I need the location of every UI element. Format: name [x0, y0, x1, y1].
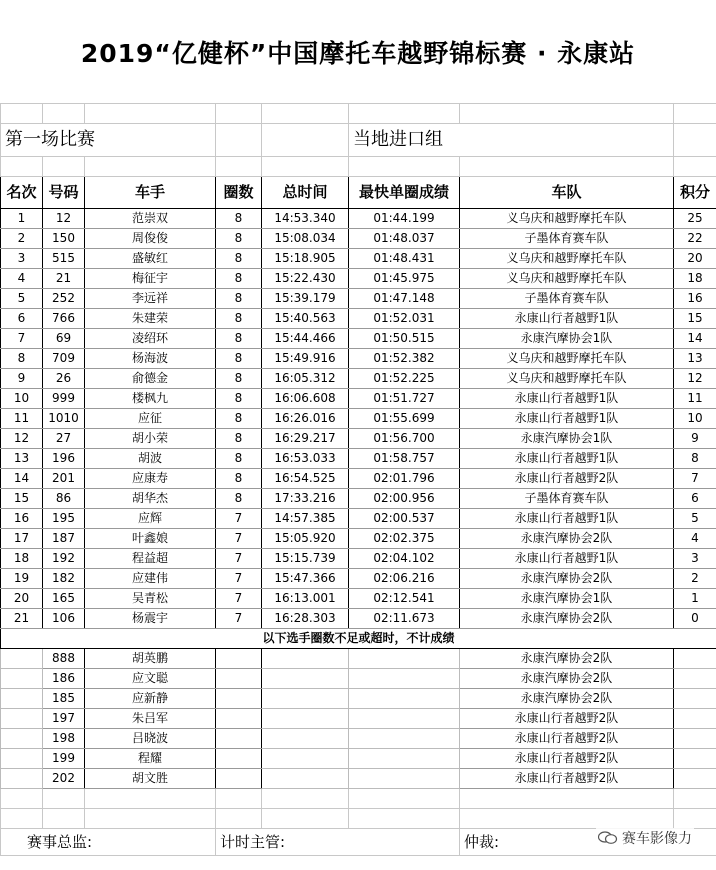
table-row	[1, 569, 716, 589]
rider-cell: 应康寿	[85, 469, 216, 489]
laps-cell	[216, 689, 262, 709]
table-row	[1, 349, 716, 369]
laps-cell: 8	[216, 349, 262, 369]
laps-cell: 8	[216, 409, 262, 429]
rider-cell: 胡小荣	[85, 429, 216, 449]
rider-cell: 程耀	[85, 749, 216, 769]
team-cell: 永康汽摩协会2队	[460, 609, 674, 629]
number-cell: 27	[43, 429, 85, 449]
rank-cell: 10	[1, 389, 43, 409]
number-cell: 192	[43, 549, 85, 569]
best-lap-cell: 02:04.102	[349, 549, 460, 569]
best-lap-cell: 01:50.515	[349, 329, 460, 349]
empty-cell	[460, 789, 674, 809]
header-points: 积分	[674, 177, 716, 209]
number-cell: 195	[43, 509, 85, 529]
rank-cell: 11	[1, 409, 43, 429]
rank-cell: 1	[1, 209, 43, 229]
best-lap-cell: 01:56.700	[349, 429, 460, 449]
rider-cell: 应文聪	[85, 669, 216, 689]
director-signature: 赛事总监:	[1, 829, 216, 856]
rank-cell: 6	[1, 309, 43, 329]
table-row	[1, 449, 716, 469]
number-cell: 106	[43, 609, 85, 629]
total-time-cell	[262, 729, 349, 749]
rank-cell: 9	[1, 369, 43, 389]
team-cell: 永康山行者越野1队	[460, 389, 674, 409]
section-header-row	[1, 124, 716, 157]
empty-cell	[85, 809, 216, 829]
table-row	[1, 309, 716, 329]
laps-cell: 8	[216, 229, 262, 249]
points-cell: 7	[674, 469, 716, 489]
referee-signature: 仲裁:	[460, 829, 716, 856]
points-cell: 15	[674, 309, 716, 329]
table-row	[1, 429, 716, 449]
team-cell: 子墨体育赛车队	[460, 489, 674, 509]
total-time-cell: 14:57.385	[262, 509, 349, 529]
number-cell: 202	[43, 769, 85, 789]
rider-cell: 叶鑫娘	[85, 529, 216, 549]
rank-cell: 19	[1, 569, 43, 589]
points-cell	[674, 669, 716, 689]
best-lap-cell: 01:55.699	[349, 409, 460, 429]
rank-cell: 20	[1, 589, 43, 609]
team-cell: 永康山行者越野1队	[460, 509, 674, 529]
empty-cell	[674, 809, 716, 829]
rider-cell: 应征	[85, 409, 216, 429]
number-cell: 185	[43, 689, 85, 709]
best-lap-cell: 02:11.673	[349, 609, 460, 629]
rank-cell: 7	[1, 329, 43, 349]
header-rider: 车手	[85, 177, 216, 209]
points-cell	[674, 709, 716, 729]
rank-cell: 3	[1, 249, 43, 269]
empty-cell	[262, 789, 349, 809]
number-cell: 201	[43, 469, 85, 489]
best-lap-cell	[349, 689, 460, 709]
header-best-lap: 最快单圈成绩	[349, 177, 460, 209]
number-cell: 197	[43, 709, 85, 729]
rider-cell: 朱吕军	[85, 709, 216, 729]
timing-signature: 计时主管:	[216, 829, 460, 856]
laps-cell: 7	[216, 549, 262, 569]
header-number: 号码	[43, 177, 85, 209]
points-cell	[674, 729, 716, 749]
table-row	[1, 209, 716, 229]
team-cell: 永康汽摩协会1队	[460, 329, 674, 349]
points-cell: 2	[674, 569, 716, 589]
rank-cell	[1, 709, 43, 729]
rider-cell: 梅征宇	[85, 269, 216, 289]
rank-cell: 4	[1, 269, 43, 289]
number-cell: 26	[43, 369, 85, 389]
number-cell: 709	[43, 349, 85, 369]
team-cell: 永康汽摩协会2队	[460, 569, 674, 589]
total-time-cell: 15:47.366	[262, 569, 349, 589]
points-cell	[674, 749, 716, 769]
rank-cell: 12	[1, 429, 43, 449]
header-rank: 名次	[1, 177, 43, 209]
rider-cell: 胡文胜	[85, 769, 216, 789]
best-lap-cell	[349, 749, 460, 769]
best-lap-cell	[349, 709, 460, 729]
team-cell: 义乌庆和越野摩托车队	[460, 249, 674, 269]
number-cell: 165	[43, 589, 85, 609]
empty-cell	[1, 789, 43, 809]
team-cell: 永康汽摩协会2队	[460, 689, 674, 709]
total-time-cell	[262, 649, 349, 669]
best-lap-cell: 02:01.796	[349, 469, 460, 489]
laps-cell: 8	[216, 389, 262, 409]
empty-cell	[262, 809, 349, 829]
rider-cell: 周俊俊	[85, 229, 216, 249]
header-team: 车队	[460, 177, 674, 209]
number-cell: 182	[43, 569, 85, 589]
points-cell: 4	[674, 529, 716, 549]
total-time-cell	[262, 689, 349, 709]
total-time-cell: 15:18.905	[262, 249, 349, 269]
team-cell: 永康山行者越野2队	[460, 769, 674, 789]
laps-cell: 8	[216, 249, 262, 269]
best-lap-cell: 01:47.148	[349, 289, 460, 309]
table-row	[1, 469, 716, 489]
empty-cell	[43, 809, 85, 829]
number-cell: 252	[43, 289, 85, 309]
number-cell: 199	[43, 749, 85, 769]
points-cell: 14	[674, 329, 716, 349]
team-cell: 永康汽摩协会2队	[460, 669, 674, 689]
rider-cell: 吕晓波	[85, 729, 216, 749]
number-cell: 86	[43, 489, 85, 509]
number-cell: 999	[43, 389, 85, 409]
team-cell: 永康山行者越野1队	[460, 309, 674, 329]
empty-cell	[1, 809, 43, 829]
empty-cell	[85, 789, 216, 809]
table-row	[1, 329, 716, 349]
team-cell: 永康山行者越野2队	[460, 729, 674, 749]
rider-cell: 盛敏红	[85, 249, 216, 269]
note-row	[1, 629, 716, 649]
rider-cell: 杨震宇	[85, 609, 216, 629]
table-row	[1, 369, 716, 389]
number-cell: 196	[43, 449, 85, 469]
total-time-cell: 16:26.016	[262, 409, 349, 429]
rider-cell: 胡华杰	[85, 489, 216, 509]
total-time-cell: 16:28.303	[262, 609, 349, 629]
team-cell: 永康山行者越野1队	[460, 549, 674, 569]
best-lap-cell	[349, 769, 460, 789]
team-cell: 永康汽摩协会2队	[460, 529, 674, 549]
note-text: 以下选手圈数不足或超时，不计成绩	[1, 629, 716, 649]
points-cell: 11	[674, 389, 716, 409]
team-cell: 永康山行者越野1队	[460, 449, 674, 469]
team-cell: 永康山行者越野2队	[460, 469, 674, 489]
best-lap-cell: 01:48.431	[349, 249, 460, 269]
rider-cell: 凌绍环	[85, 329, 216, 349]
number-cell: 186	[43, 669, 85, 689]
empty-cell	[349, 789, 460, 809]
table-row	[1, 609, 716, 629]
laps-cell	[216, 769, 262, 789]
best-lap-cell	[349, 729, 460, 749]
points-cell: 3	[674, 549, 716, 569]
laps-cell: 8	[216, 329, 262, 349]
best-lap-cell: 01:44.199	[349, 209, 460, 229]
table-row	[1, 249, 716, 269]
laps-cell: 8	[216, 269, 262, 289]
best-lap-cell: 01:58.757	[349, 449, 460, 469]
rank-cell: 16	[1, 509, 43, 529]
rank-cell: 21	[1, 609, 43, 629]
laps-cell: 8	[216, 309, 262, 329]
rider-cell: 应辉	[85, 509, 216, 529]
table-row	[1, 289, 716, 309]
total-time-cell: 15:44.466	[262, 329, 349, 349]
total-time-cell	[262, 669, 349, 689]
total-time-cell: 16:06.608	[262, 389, 349, 409]
laps-cell: 8	[216, 429, 262, 449]
table-row	[1, 669, 716, 689]
laps-cell: 8	[216, 489, 262, 509]
chat-bubble-icon	[598, 831, 618, 845]
points-cell: 12	[674, 369, 716, 389]
best-lap-cell: 02:12.541	[349, 589, 460, 609]
team-cell: 子墨体育赛车队	[460, 229, 674, 249]
team-cell: 义乌庆和越野摩托车队	[460, 349, 674, 369]
empty-cell	[460, 809, 674, 829]
total-time-cell: 15:40.563	[262, 309, 349, 329]
race-label: 第一场比赛	[1, 124, 216, 157]
total-time-cell	[262, 709, 349, 729]
empty-cell	[349, 809, 460, 829]
team-cell: 义乌庆和越野摩托车队	[460, 209, 674, 229]
total-time-cell: 15:05.920	[262, 529, 349, 549]
team-cell: 永康汽摩协会1队	[460, 589, 674, 609]
rank-cell	[1, 729, 43, 749]
points-cell: 9	[674, 429, 716, 449]
total-time-cell: 16:05.312	[262, 369, 349, 389]
rank-cell: 8	[1, 349, 43, 369]
points-cell: 25	[674, 209, 716, 229]
table-row	[1, 489, 716, 509]
results-sheet	[0, 103, 716, 856]
header-total-time: 总时间	[262, 177, 349, 209]
group-label: 当地进口组	[349, 124, 674, 157]
rank-cell: 14	[1, 469, 43, 489]
empty-cell	[43, 789, 85, 809]
table-row	[1, 729, 716, 749]
rank-cell	[1, 689, 43, 709]
total-time-cell: 17:33.216	[262, 489, 349, 509]
laps-cell	[216, 709, 262, 729]
table-row	[1, 709, 716, 729]
points-cell: 8	[674, 449, 716, 469]
points-cell: 16	[674, 289, 716, 309]
table-row	[1, 229, 716, 249]
best-lap-cell: 01:52.382	[349, 349, 460, 369]
points-cell: 18	[674, 269, 716, 289]
laps-cell	[216, 749, 262, 769]
laps-cell: 7	[216, 509, 262, 529]
total-time-cell: 16:13.001	[262, 589, 349, 609]
empty-cell	[216, 789, 262, 809]
table-header-row	[1, 177, 716, 209]
number-cell: 515	[43, 249, 85, 269]
number-cell: 150	[43, 229, 85, 249]
blank-row	[1, 157, 716, 177]
team-cell: 永康山行者越野2队	[460, 749, 674, 769]
number-cell: 187	[43, 529, 85, 549]
rider-cell: 应新静	[85, 689, 216, 709]
table-row	[1, 689, 716, 709]
best-lap-cell: 01:48.037	[349, 229, 460, 249]
points-cell: 0	[674, 609, 716, 629]
laps-cell	[216, 669, 262, 689]
header-laps: 圈数	[216, 177, 262, 209]
best-lap-cell: 02:00.537	[349, 509, 460, 529]
best-lap-cell: 02:02.375	[349, 529, 460, 549]
blank-row	[1, 809, 716, 829]
number-cell: 888	[43, 649, 85, 669]
rider-cell: 应建伟	[85, 569, 216, 589]
table-row	[1, 649, 716, 669]
best-lap-cell: 01:52.031	[349, 309, 460, 329]
table-row	[1, 549, 716, 569]
table-row	[1, 529, 716, 549]
table-row	[1, 769, 716, 789]
rank-cell: 18	[1, 549, 43, 569]
total-time-cell: 16:29.217	[262, 429, 349, 449]
laps-cell: 8	[216, 209, 262, 229]
points-cell	[674, 769, 716, 789]
best-lap-cell: 01:45.975	[349, 269, 460, 289]
total-time-cell: 16:54.525	[262, 469, 349, 489]
table-row	[1, 509, 716, 529]
points-cell	[674, 689, 716, 709]
rank-cell	[1, 669, 43, 689]
points-cell: 13	[674, 349, 716, 369]
watermark	[596, 828, 694, 848]
total-time-cell: 15:08.034	[262, 229, 349, 249]
rider-cell: 杨海波	[85, 349, 216, 369]
rider-cell: 俞德金	[85, 369, 216, 389]
points-cell: 22	[674, 229, 716, 249]
rank-cell: 13	[1, 449, 43, 469]
points-cell: 10	[674, 409, 716, 429]
rank-cell: 17	[1, 529, 43, 549]
points-cell: 5	[674, 509, 716, 529]
table-row	[1, 749, 716, 769]
empty-cell	[216, 809, 262, 829]
rank-cell: 2	[1, 229, 43, 249]
laps-cell: 8	[216, 449, 262, 469]
best-lap-cell: 02:06.216	[349, 569, 460, 589]
rider-cell: 胡波	[85, 449, 216, 469]
team-cell: 永康汽摩协会2队	[460, 649, 674, 669]
total-time-cell: 15:49.916	[262, 349, 349, 369]
blank-row	[1, 789, 716, 809]
laps-cell: 8	[216, 369, 262, 389]
total-time-cell	[262, 769, 349, 789]
number-cell: 21	[43, 269, 85, 289]
laps-cell: 7	[216, 609, 262, 629]
rider-cell: 胡英鹏	[85, 649, 216, 669]
rider-cell: 范崇双	[85, 209, 216, 229]
rider-cell: 朱建荣	[85, 309, 216, 329]
rank-cell: 5	[1, 289, 43, 309]
laps-cell	[216, 649, 262, 669]
laps-cell	[216, 729, 262, 749]
table-row	[1, 389, 716, 409]
laps-cell: 7	[216, 589, 262, 609]
total-time-cell: 15:22.430	[262, 269, 349, 289]
points-cell: 1	[674, 589, 716, 609]
total-time-cell	[262, 749, 349, 769]
number-cell: 1010	[43, 409, 85, 429]
rank-cell: 15	[1, 489, 43, 509]
laps-cell: 8	[216, 469, 262, 489]
team-cell: 永康汽摩协会1队	[460, 429, 674, 449]
best-lap-cell: 01:52.225	[349, 369, 460, 389]
best-lap-cell	[349, 649, 460, 669]
best-lap-cell	[349, 669, 460, 689]
total-time-cell: 14:53.340	[262, 209, 349, 229]
total-time-cell: 15:15.739	[262, 549, 349, 569]
blank-row	[1, 104, 716, 124]
rider-cell: 吴青松	[85, 589, 216, 609]
watermark-text: 赛车影像力	[622, 831, 692, 847]
number-cell: 69	[43, 329, 85, 349]
number-cell: 766	[43, 309, 85, 329]
team-cell: 永康山行者越野1队	[460, 409, 674, 429]
number-cell: 12	[43, 209, 85, 229]
points-cell: 6	[674, 489, 716, 509]
team-cell: 子墨体育赛车队	[460, 289, 674, 309]
team-cell: 永康山行者越野2队	[460, 709, 674, 729]
laps-cell: 7	[216, 529, 262, 549]
rank-cell	[1, 649, 43, 669]
team-cell: 义乌庆和越野摩托车队	[460, 369, 674, 389]
total-time-cell: 15:39.179	[262, 289, 349, 309]
team-cell: 义乌庆和越野摩托车队	[460, 269, 674, 289]
page-title: 2019“亿健杯”中国摩托车越野锦标赛 · 永康站	[80, 38, 636, 68]
best-lap-cell: 02:00.956	[349, 489, 460, 509]
best-lap-cell: 01:51.727	[349, 389, 460, 409]
points-cell	[674, 649, 716, 669]
empty-cell	[674, 789, 716, 809]
number-cell: 198	[43, 729, 85, 749]
table-row	[1, 409, 716, 429]
rank-cell	[1, 749, 43, 769]
table-row	[1, 589, 716, 609]
rider-cell: 李远祥	[85, 289, 216, 309]
points-cell: 20	[674, 249, 716, 269]
rank-cell	[1, 769, 43, 789]
laps-cell: 7	[216, 569, 262, 589]
total-time-cell: 16:53.033	[262, 449, 349, 469]
laps-cell: 8	[216, 289, 262, 309]
rider-cell: 程益超	[85, 549, 216, 569]
table-row	[1, 269, 716, 289]
rider-cell: 楼枫九	[85, 389, 216, 409]
